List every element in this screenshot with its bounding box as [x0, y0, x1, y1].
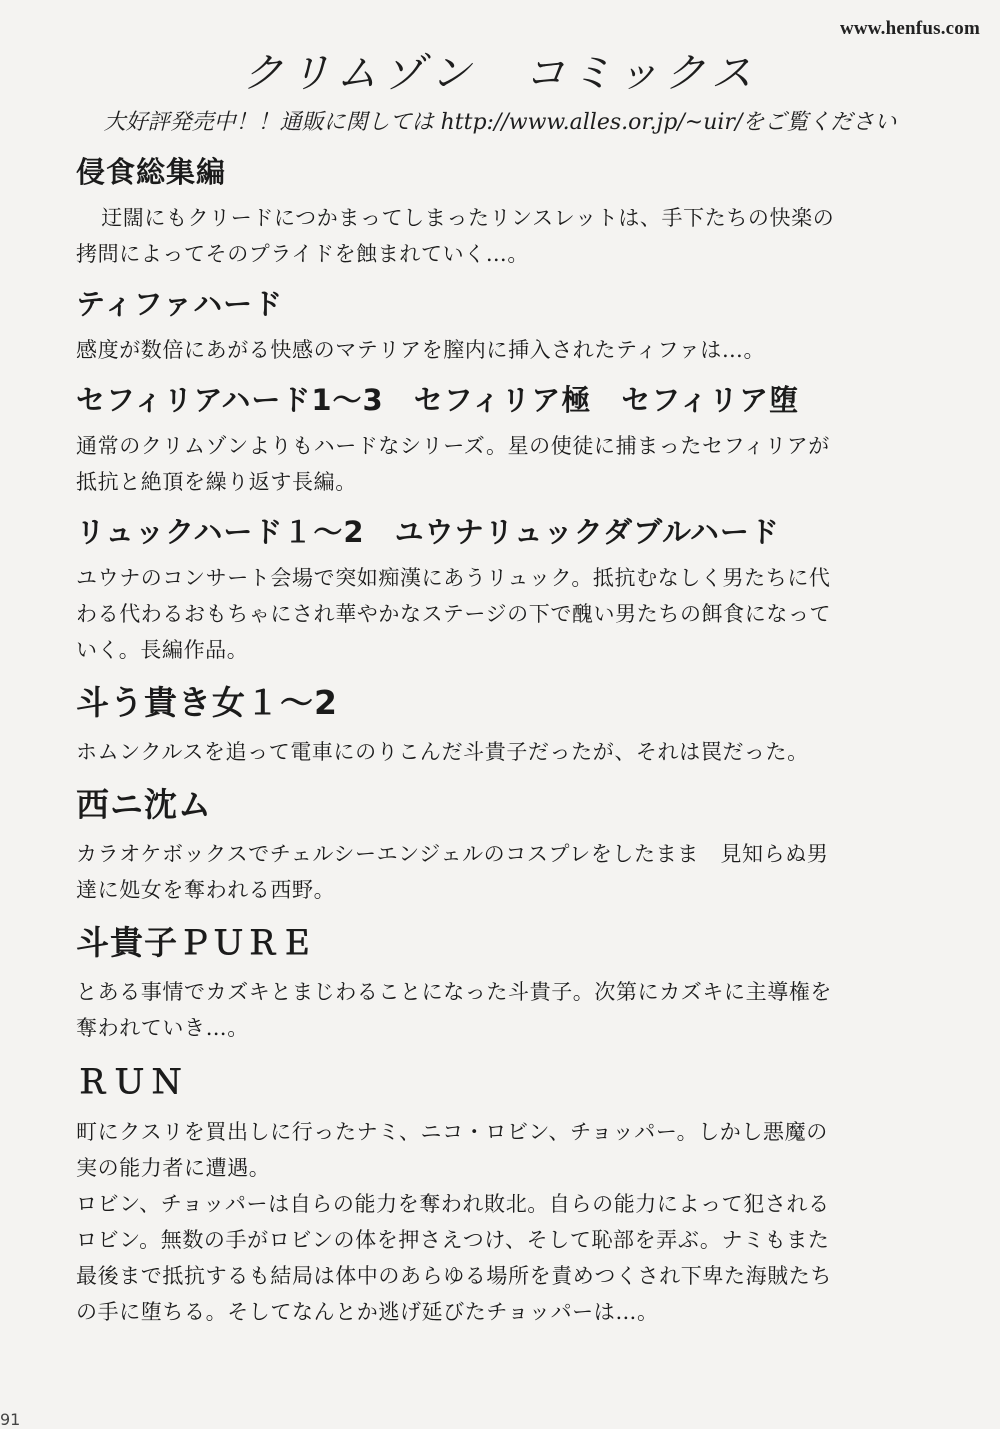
comic-title: リュックハード１～2 ユウナリュックダブルハード — [76, 515, 780, 549]
site-watermark: www.henfus.com — [839, 18, 980, 39]
comic-entry — [76, 150, 922, 272]
description-line: 抵抗と絶頂を繰り返す長編。 — [76, 470, 357, 494]
description-line: の手に堕ちる。そしてなんとか逃げ延びたチョッパーは…。 — [76, 1300, 659, 1324]
description-line: わる代わるおもちゃにされ華やかなステージの下で醜い男たちの餌食になって — [76, 602, 832, 626]
comic-title: 侵食総集編 — [76, 155, 227, 189]
comic-entry — [76, 378, 922, 500]
description-line: 達に処女を奪われる西野。 — [76, 878, 336, 902]
comics-list — [76, 150, 922, 1340]
comic-title: 斗貴子ＰＵＲＥ — [76, 923, 314, 962]
comic-description — [76, 1114, 922, 1330]
comic-title: ティファハード — [76, 287, 284, 321]
description-line: カラオケボックスでチェルシーエンジェルのコスプレをしたまま 見知らぬ男 — [76, 842, 829, 866]
comic-description — [76, 974, 922, 1046]
comic-entry — [76, 1056, 922, 1330]
comic-entry — [76, 780, 922, 908]
comic-description — [76, 560, 922, 668]
description-line: 拷問によってそのプライドを蝕まれていく…。 — [76, 242, 529, 266]
page-number: 91 — [0, 1410, 21, 1429]
description-line: ロビン、チョッパーは自らの能力を奪われ敗北。自らの能力によって犯される — [76, 1192, 830, 1216]
comic-entry — [76, 282, 922, 368]
description-line: ロビン。無数の手がロビンの体を押さえつけ、そして恥部を弄ぶ。ナミもまた — [76, 1228, 830, 1252]
description-line: 通常のクリムゾンよりもハードなシリーズ。星の使徒に捕まったセフィリアが — [76, 434, 830, 458]
comic-title: セフィリアハード1～3 セフィリア極 セフィリア堕 — [76, 383, 800, 417]
comic-title: ＲＵＮ — [76, 1062, 187, 1101]
description-line: いく。長編作品。 — [76, 638, 249, 662]
comic-title: 斗う貴き女１～2 — [76, 683, 338, 722]
description-line: 奪われていき…。 — [76, 1016, 249, 1040]
description-line: 最後まで抵抗するも結局は体中のあらゆる場所を責めつくされ下卑た海賊たち — [76, 1264, 832, 1288]
comic-entry — [76, 678, 922, 770]
comic-entry — [76, 510, 922, 668]
mail-order-notice: 大好評発売中！！通販に関しては http://www.alles.or.jp/~uir/をご覧ください — [103, 110, 897, 135]
description-line: 町にクスリを買出しに行ったナミ、ニコ・ロビン、チョッパー。しかし悪魔の — [76, 1120, 828, 1144]
comic-title: 西ニ沈ム — [76, 785, 212, 824]
description-line: 迂闊にもクリードにつかまってしまったリンスレットは、手下たちの快楽の — [101, 206, 835, 230]
comic-description — [76, 734, 922, 770]
comic-description — [76, 428, 922, 500]
page-title: クリムゾン コミックス — [242, 49, 758, 97]
description-line: とある事情でカズキとまじわることになった斗貴子。次第にカズキに主導権を — [76, 980, 832, 1004]
comic-description — [76, 200, 922, 272]
description-line: 実の能力者に遭遇。 — [76, 1156, 271, 1180]
comic-description — [76, 332, 922, 368]
comic-description — [76, 836, 922, 908]
description-line: ユウナのコンサート会場で突如痴漢にあうリュック。抵抗むなしく男たちに代 — [76, 566, 831, 590]
description-line: 感度が数倍にあがる快感のマテリアを膣内に挿入されたティファは…。 — [76, 338, 766, 362]
description-line: ホムンクルスを追って電車にのりこんだ斗貴子だったが、それは罠だった。 — [76, 740, 809, 764]
comic-entry — [76, 918, 922, 1046]
